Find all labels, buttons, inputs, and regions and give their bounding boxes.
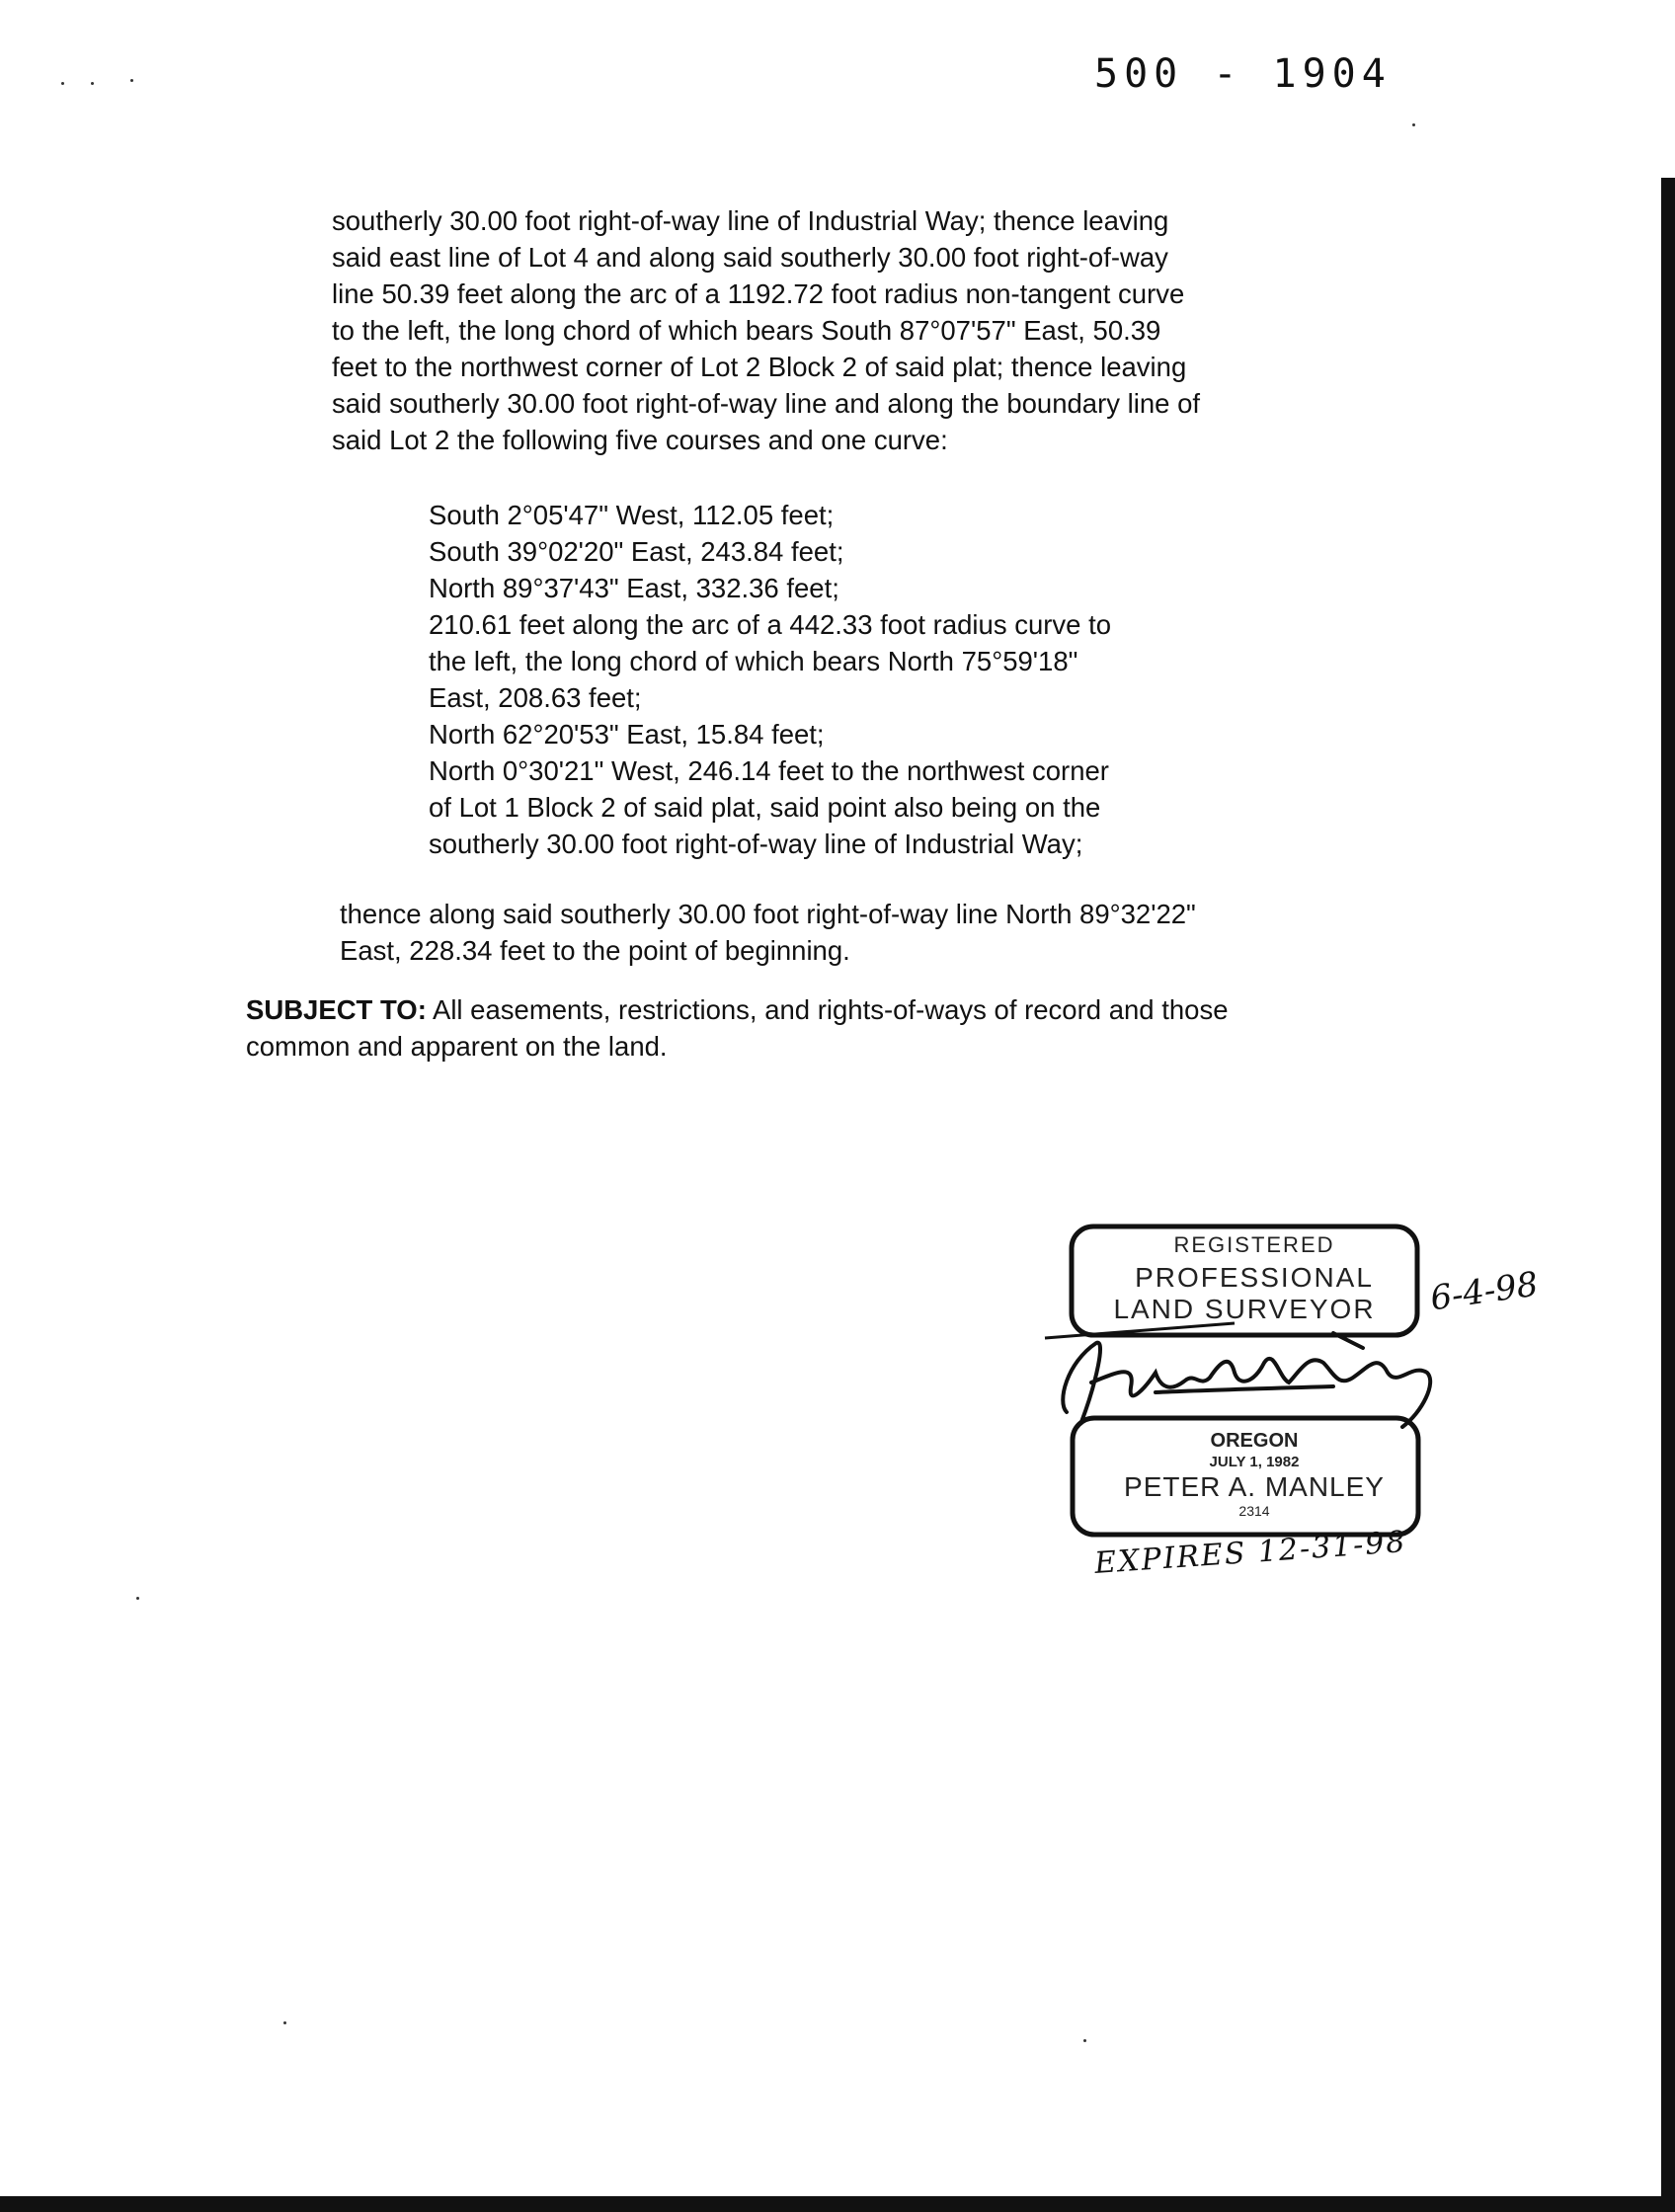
course-line: of Lot 1 Block 2 of said plat, said point also being on the <box>429 792 1101 823</box>
paragraph-line: line 50.39 feet along the arc of a 1192.72 foot radius non-tangent curve <box>332 278 1185 309</box>
handwritten-date: 6-4-98 <box>1427 1264 1541 1319</box>
stamp-surveyor-name: PETER A. MANLEY <box>1124 1471 1385 1502</box>
course-line: North 89°37'43" East, 332.36 feet; <box>429 573 839 603</box>
document-number: 500 - 1904 <box>1094 51 1392 97</box>
scan-edge-right <box>1661 178 1675 2212</box>
scan-speck <box>91 82 94 85</box>
handwritten-expiration: EXPIRES 12-31-98 <box>1093 1524 1408 1582</box>
courses-list <box>429 497 1111 862</box>
stamp-license-number: 2314 <box>1238 1503 1270 1519</box>
scan-speck <box>61 82 64 85</box>
course-line: South 2°05'47" West, 112.05 feet; <box>429 500 835 530</box>
signature-icon <box>1063 1333 1430 1427</box>
course-line: North 62°20'53" East, 15.84 feet; <box>429 719 825 750</box>
scan-speck <box>1412 123 1415 126</box>
paragraph-line: said southerly 30.00 foot right-of-way line and along the boundary line of <box>332 388 1201 419</box>
stamp-professional: PROFESSIONAL <box>1135 1262 1374 1293</box>
scan-edge-bottom <box>0 2196 1675 2212</box>
surveyor-stamp <box>1037 1215 1472 1570</box>
stamp-date: JULY 1, 1982 <box>1209 1454 1300 1470</box>
course-line: East, 208.63 feet; <box>429 682 642 713</box>
paragraph-line: said east line of Lot 4 and along said southerly 30.00 foot right-of-way <box>332 242 1168 273</box>
paragraph-line: to the left, the long chord of which bears South 87°07'57" East, 50.39 <box>332 315 1161 346</box>
subject-to-paragraph <box>246 991 1229 1065</box>
course-line: southerly 30.00 foot right-of-way line of Industrial Way; <box>429 829 1083 859</box>
course-line: 210.61 feet along the arc of a 442.33 foot radius curve to <box>429 609 1112 640</box>
scan-speck <box>283 2021 286 2024</box>
paragraph-line: said Lot 2 the following five courses and one curve: <box>332 425 948 455</box>
paragraph-line: thence along said southerly 30.00 foot right-of-way line North 89°32'22" <box>340 899 1196 929</box>
subject-text: All easements, restrictions, and rights-of-ways of record and those <box>426 994 1229 1025</box>
scan-speck <box>1083 2039 1086 2042</box>
paragraph-line: East, 228.34 feet to the point of beginning. <box>340 935 850 966</box>
subject-label: SUBJECT TO: <box>246 994 427 1025</box>
scan-speck <box>136 1597 139 1600</box>
course-line: South 39°02'20" East, 243.84 feet; <box>429 536 844 567</box>
subject-line: common and apparent on the land. <box>246 1031 668 1062</box>
course-line: the left, the long chord of which bears North 75°59'18" <box>429 646 1078 676</box>
stamp-land-surveyor: LAND SURVEYOR <box>1113 1294 1376 1324</box>
scan-speck <box>130 79 133 82</box>
closing-paragraph <box>340 896 1196 969</box>
paragraph-line: feet to the northwest corner of Lot 2 Block 2 of said plat; thence leaving <box>332 352 1187 382</box>
paragraph-line: southerly 30.00 foot right-of-way line of Industrial Way; thence leaving <box>332 205 1169 236</box>
subject-line <box>246 991 1229 1028</box>
intro-paragraph <box>332 202 1200 458</box>
stamp-state: OREGON <box>1210 1430 1299 1452</box>
course-line: North 0°30'21" West, 246.14 feet to the northwest corner <box>429 755 1109 786</box>
stamp-registered: REGISTERED <box>1173 1232 1335 1257</box>
